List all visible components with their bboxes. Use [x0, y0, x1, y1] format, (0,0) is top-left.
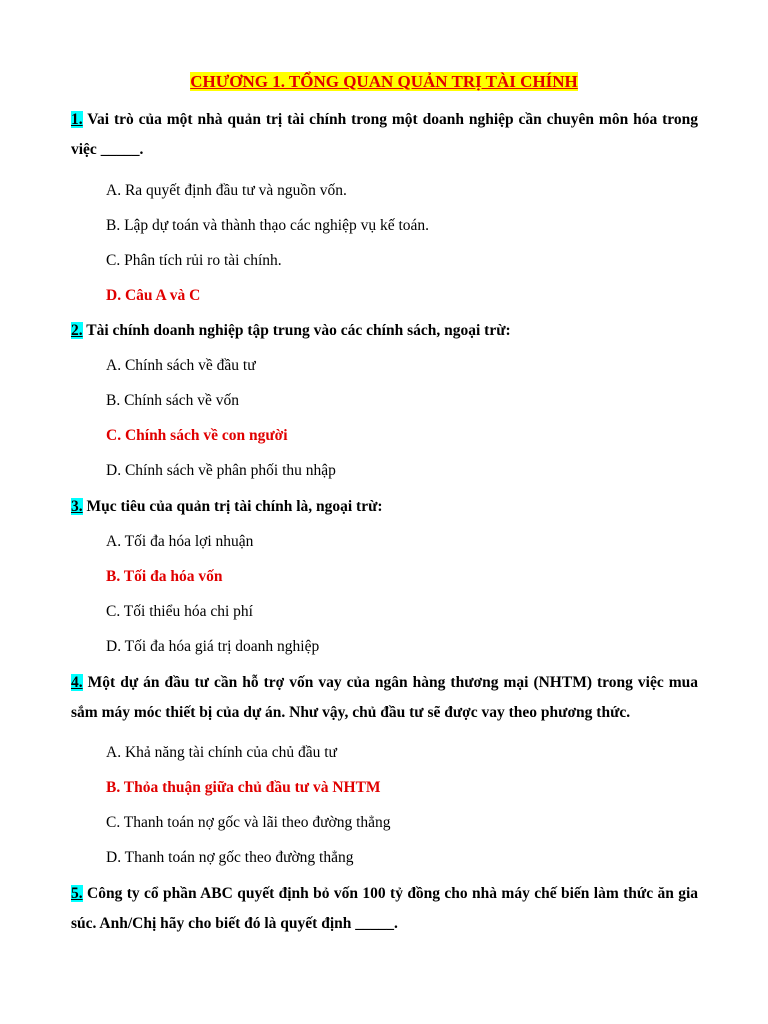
option-4b-correct: B. Thỏa thuận giữa chủ đầu tư và NHTM	[106, 779, 381, 796]
question-number: 4.	[71, 674, 83, 691]
option-2c-correct: C. Chính sách về con người	[106, 427, 288, 444]
question-5	[71, 879, 698, 939]
question-number: 5.	[71, 885, 83, 902]
chapter-title: CHƯƠNG 1. TỔNG QUAN QUẢN TRỊ TÀI CHÍNH	[190, 72, 578, 91]
option-2b: B. Chính sách về vốn	[106, 392, 240, 409]
question-number: 2.	[71, 322, 83, 339]
question-4	[71, 668, 698, 728]
question-text: Tài chính doanh nghiệp tập trung vào các chính sách, ngoại trừ:	[86, 322, 511, 339]
option-4a: A. Khả năng tài chính của chủ đầu tư	[106, 744, 337, 761]
option-1c: C. Phân tích rủi ro tài chính.	[106, 252, 282, 269]
question-text: Vai trò của một nhà quản trị tài chính trong một doanh nghiệp cần chuyên môn hóa trong việc _____.	[71, 111, 698, 158]
question-number: 1.	[71, 111, 83, 128]
option-2d: D. Chính sách về phân phối thu nhập	[106, 462, 336, 479]
option-1a: A. Ra quyết định đầu tư và nguồn vốn.	[106, 182, 347, 199]
option-3c: C. Tối thiểu hóa chi phí	[106, 603, 253, 620]
question-text: Mục tiêu của quản trị tài chính là, ngoại trừ:	[86, 498, 383, 515]
question-1	[71, 105, 698, 165]
option-1d-correct: D. Câu A và C	[106, 287, 201, 304]
question-text: Một dự án đầu tư cần hỗ trợ vốn vay của ngân hàng thương mại (NHTM) trong việc mua sắm máy móc thiết bị của dự án. Như vậy, chủ đầu tư sẽ được vay theo phương thức.	[71, 674, 698, 721]
question-2	[71, 316, 698, 346]
question-3	[71, 492, 698, 522]
question-text: Công ty cổ phần ABC quyết định bỏ vốn 100 tỷ đồng cho nhà máy chế biến làm thức ăn gia súc. Anh/Chị hãy cho biết đó là quyết định _____.	[71, 885, 698, 932]
option-3b-correct: B. Tối đa hóa vốn	[106, 568, 223, 585]
option-3d: D. Tối đa hóa giá trị doanh nghiệp	[106, 638, 320, 655]
option-3a: A. Tối đa hóa lợi nhuận	[106, 533, 254, 550]
option-4d: D. Thanh toán nợ gốc theo đường thẳng	[106, 849, 354, 866]
question-number: 3.	[71, 498, 83, 515]
option-2a: A. Chính sách về đầu tư	[106, 357, 256, 374]
option-4c: C. Thanh toán nợ gốc và lãi theo đường thẳng	[106, 814, 391, 831]
option-1b: B. Lập dự toán và thành thạo các nghiệp vụ kế toán.	[106, 217, 430, 234]
